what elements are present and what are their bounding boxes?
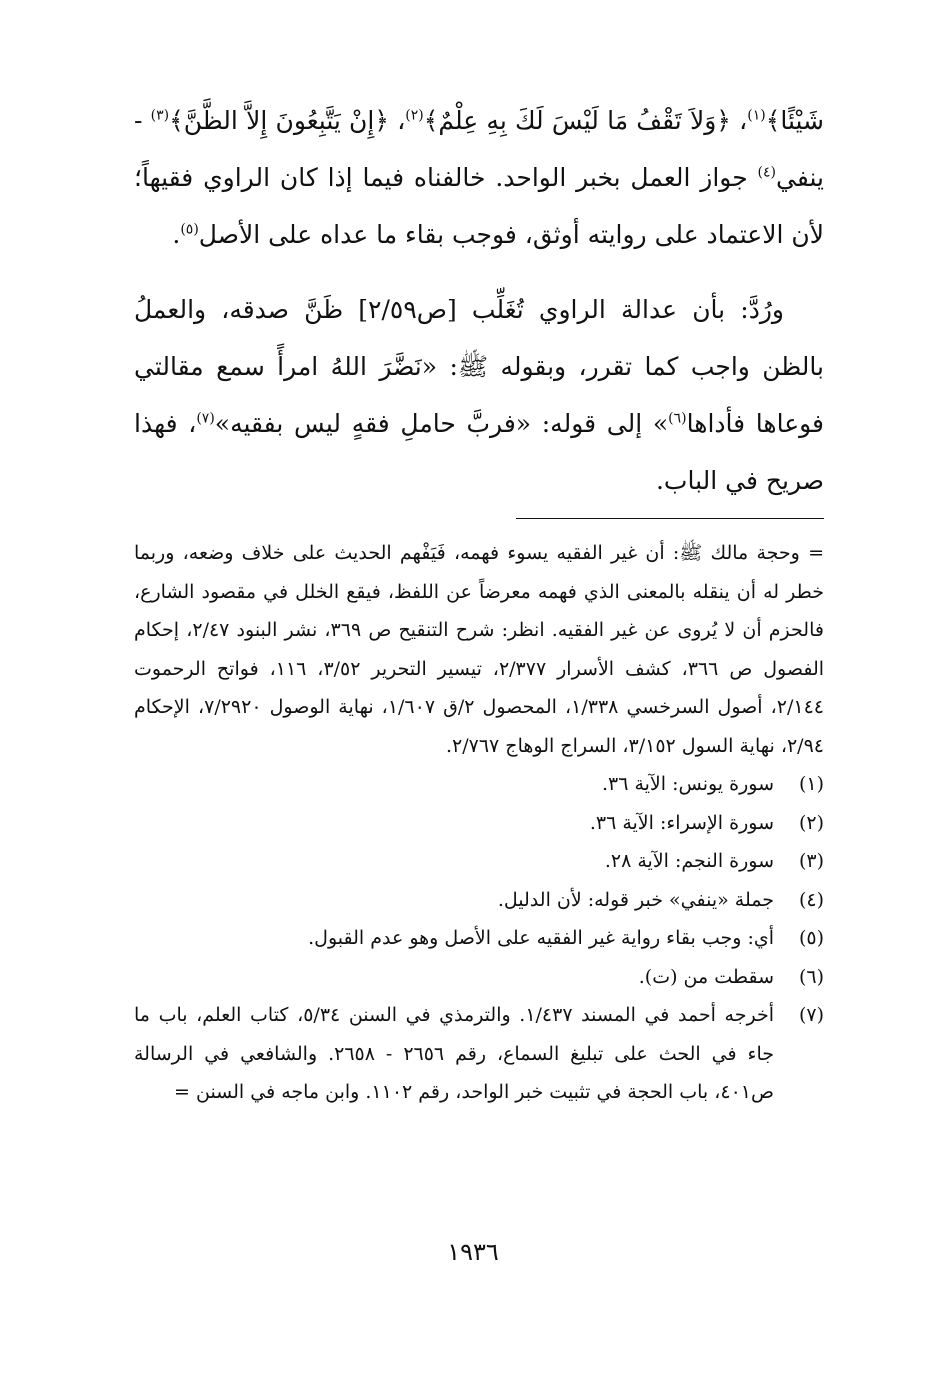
footnote-number: (٢) [798,811,824,834]
page-number: ١٩٣٦ [447,1238,499,1266]
footnote-text: جملة «ينفي» خبر قوله: لأن الدليل. [497,888,774,911]
footnote-text: أي: وجب بقاء رواية غير الفقيه على الأصل وهو عدم القبول. [308,927,774,949]
footnote-3 [134,842,824,881]
footnote-ref: (١) [747,107,766,124]
paragraph-1 [134,92,824,263]
text-run: ، ﴿إِنْ يَتَّبِعُونَ إِلاَّ الظَّنَّ﴾ [169,106,406,135]
footnote-ref: (٢) [405,107,424,124]
text-run: جواز العمل بخبر الواحد. خالفناه فيما إذا كان الراوي فقيهاً؛ لأن الاعتماد على روايته أوثق، فوجب بقاء ما عداه على الأصل [134,163,824,249]
text-run: . [172,220,181,249]
footnote-text: سقطت من (ت). [638,965,774,988]
footnote-number: (٧) [798,1004,824,1026]
footnote-2 [134,804,824,843]
text-run: شَيْئًا﴾ [765,106,824,135]
footnote-5 [134,919,824,958]
footnote-text: سورة يونس: الآية ٣٦. [601,773,774,795]
text-run: ورُدَّ: بأن عدالة الراوي تُغَلِّب [ص٢/٥٩] ظَنَّ صدقه، والعملُ بالظن واجب كما تقرر، وبقوله ﷺ: «نَضَّرَ اللهُ امرأً سمع مقالتي فوعاها فأداها [134,295,824,438]
footnote-number: (٥) [798,927,824,949]
footnote-ref: (٧) [196,410,215,427]
footnote-1 [134,765,824,804]
text-run: ، فهذا صريح في الباب. [134,409,824,495]
footnote-number: (٣) [798,850,824,872]
footnote-text: أخرجه أحمد في المسند ١/٤٣٧. والترمذي في السنن ٥/٣٤، كتاب العلم، باب ما جاء في الحث على تبليغ السماع، رقم ٢٦٥٦ - ٢٦٥٨. والشافعي في الرسالة ص٤٠١، باب الحجة في تثبيت خبر الواحد، رقم ١١٠٢. وابن ماجه في السنن = [134,1004,775,1103]
footnote-7 [134,996,824,1112]
footnote-text: سورة النجم: الآية ٢٨. [604,850,774,872]
main-text [134,92,824,509]
text-run: - ينفي [134,106,824,192]
text-run: ، ﴿وَلاَ تَقْفُ مَا لَيْسَ لَكَ بِهِ عِلْمٌ﴾ [423,106,748,135]
footnote-6 [134,958,824,997]
footnote-continuation: = وحجة مالك ﷺ: أن غير الفقيه يسوء فهمه، فَيَفْهم الحديث على خلاف وضعه، وربما خطر له أن ينقله بالمعنى الذي فهمه معرضاً عن اللفظ، فيقع الخلل في مقصود الشارع، فالحزم أن لا يُروى عن غير الفقيه. انظر: شرح التنقيح ص ٣٦٩، نشر البنود ٢/٤٧، إحكام الفصول ص ٣٦٦، كشف الأسرار ٢/٣٧٧، تيسير التحرير ٣/٥٢، ١١٦، فواتح الرحموت ٢/١٤٤، أصول السرخسي ١/٣٣٨، المحصول ٢/ق ١/٦٠٧، نهاية الوصول ٧/٢٩٢٠، الإحكام ٢/٩٤، نهاية السول ٣/١٥٢، السراج الوهاج ٢/٧٦٧. [134,542,825,757]
footnote-ref: (٥) [180,221,199,238]
text-run: » إلى قوله: «فربَّ حاملِ فقهٍ ليس بفقيه» [214,409,669,438]
paragraph-2 [134,281,824,509]
footnote-separator [516,518,824,519]
footnote-ref: (٦) [668,410,687,427]
footnote-number: (٤) [798,888,824,911]
footnote-ref: (٤) [757,164,776,181]
footnote-number: (٦) [798,965,824,988]
footnote-ref: (٣) [150,107,170,124]
footnote-text: سورة الإسراء: الآية ٣٦. [589,811,774,834]
footnotes [134,534,824,1112]
footnote-4 [134,881,824,920]
footnote-number: (١) [798,773,824,795]
